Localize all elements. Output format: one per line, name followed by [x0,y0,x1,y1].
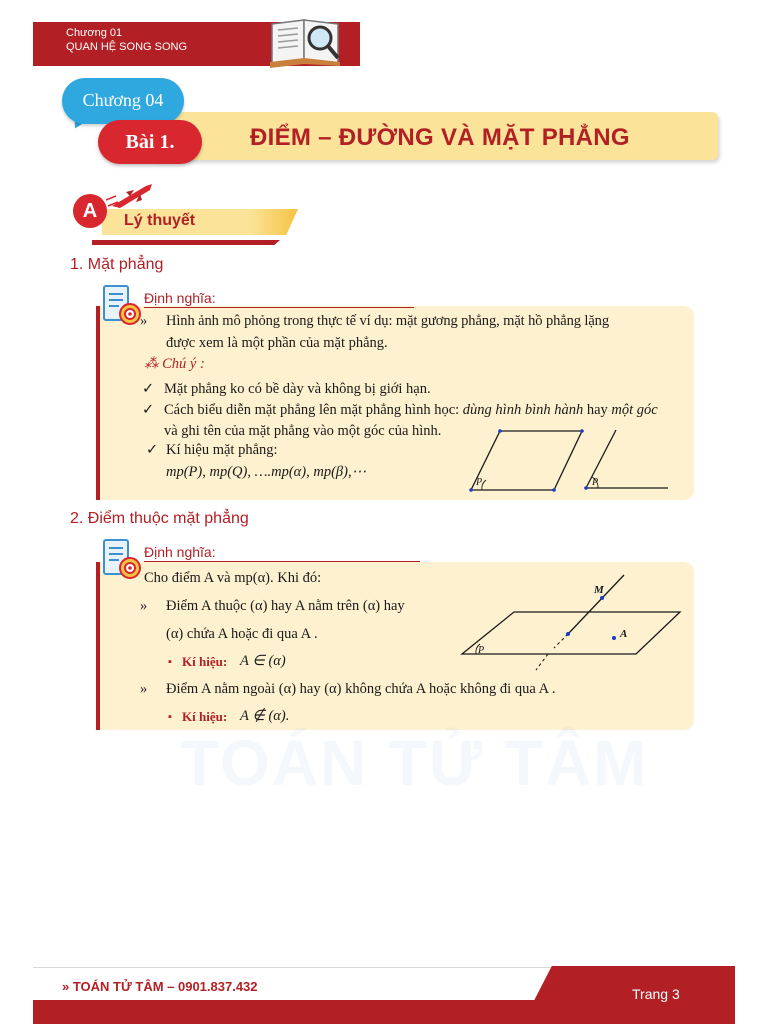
chapter-small-title: QUAN HỆ SONG SONG [66,41,188,53]
parallelogram-label: P [476,477,483,488]
part1-check-2: ✓ [142,402,155,418]
part2-symbol-label-2: Kí hiệu: [182,709,228,724]
part1-note-2-line2: và ghi tên của mặt phẳng vào một góc của hình. [164,423,442,439]
part1-note-label: ⁂ Chú ý : [144,356,205,372]
part2-symbol-label-1: Kí hiệu: [182,654,228,669]
part2-square-1: ▪ [168,656,172,668]
part1-definition-line2: được xem là một phần của mặt phẳng. [166,335,388,351]
part2-bullet-2: Điểm A nằm ngoài (α) hay (α) không chứa A hoặc không đi qua A . [166,681,556,697]
watermark: TOÁN TỬ TÂM [180,727,649,799]
part2-intro: Cho điểm A và mp(α). Khi đó: [144,570,322,586]
part1-definition-underline [144,307,414,308]
document-target-icon [102,284,142,326]
part1-note-2-b: dùng hình bình hành [462,402,584,418]
section-letter: A [73,194,107,228]
rocket-icon [106,180,156,210]
part1-note-2 [164,400,658,421]
part1-heading: 1. Mặt phẳng [70,256,164,273]
part1-note-3: Kí hiệu mặt phẳng: [166,442,278,458]
top-header-text [66,26,187,54]
part1-note-1: Mặt phẳng ko có bề dày và không bị giới hạn. [164,381,431,397]
figure-label-m: M [594,584,604,596]
part1-notation: mp(P), mp(Q), ….mp(α), mp(β),⋯ [166,464,367,480]
lesson-title: ĐIỂM – ĐƯỜNG VÀ MẶT PHẲNG [250,124,630,151]
chapter-bubble: Chương 04 [62,78,184,124]
part1-definition-line1: Hình ảnh mô phỏng trong thực tế ví dụ: mặt gương phẳng, mặt hồ phẳng lặng [166,313,609,329]
theory-underline [92,240,280,245]
footer-contact: » TOÁN TỬ TÂM – 0901.837.432 [62,979,258,994]
figure-label-p: P [478,645,485,656]
part2-bullet-1-line2: (α) chứa A hoặc đi qua A . [166,626,318,642]
part1-note-2-d: một góc [611,402,658,418]
figure-label-a: A [620,628,628,640]
part1-check-1: ✓ [142,381,155,397]
footer-page-tab [522,966,735,1024]
document-target-icon [102,538,142,580]
part1-definition-label: Định nghĩa: [144,290,216,306]
part2-heading: 2. Điểm thuộc mặt phẳng [70,510,249,527]
part1-bullet-marker: » [140,313,148,329]
plane-point-figure [456,572,696,676]
theory-title: Lý thuyết [124,212,196,229]
part2-bullet-1-line1: Điểm A thuộc (α) hay A nằm trên (α) hay [166,598,405,614]
lesson-label: Bài 1. [98,120,202,164]
part2-bullet-1-marker: » [140,598,148,614]
top-header-white-area [360,22,735,66]
part2-symbol-2: A ∉ (α). [240,708,290,724]
part2-definition-underline [144,561,420,562]
part2-bullet-2-marker: » [140,681,148,697]
part2-square-2: ▪ [168,711,172,723]
angle-label: P [592,477,599,488]
chapter-small-label: Chương 01 [66,27,123,39]
part2-definition-label: Định nghĩa: [144,544,216,560]
part1-note-2-c: hay [583,402,612,418]
part2-symbol-1: A ∈ (α) [240,653,286,669]
part1-check-3: ✓ [146,442,159,458]
part1-note-2-a: Cách biểu diễn mặt phẳng lên mặt phẳng hình học: [164,402,463,418]
page-number: Trang 3 [632,986,680,1002]
book-magnifier-icon [268,12,344,70]
